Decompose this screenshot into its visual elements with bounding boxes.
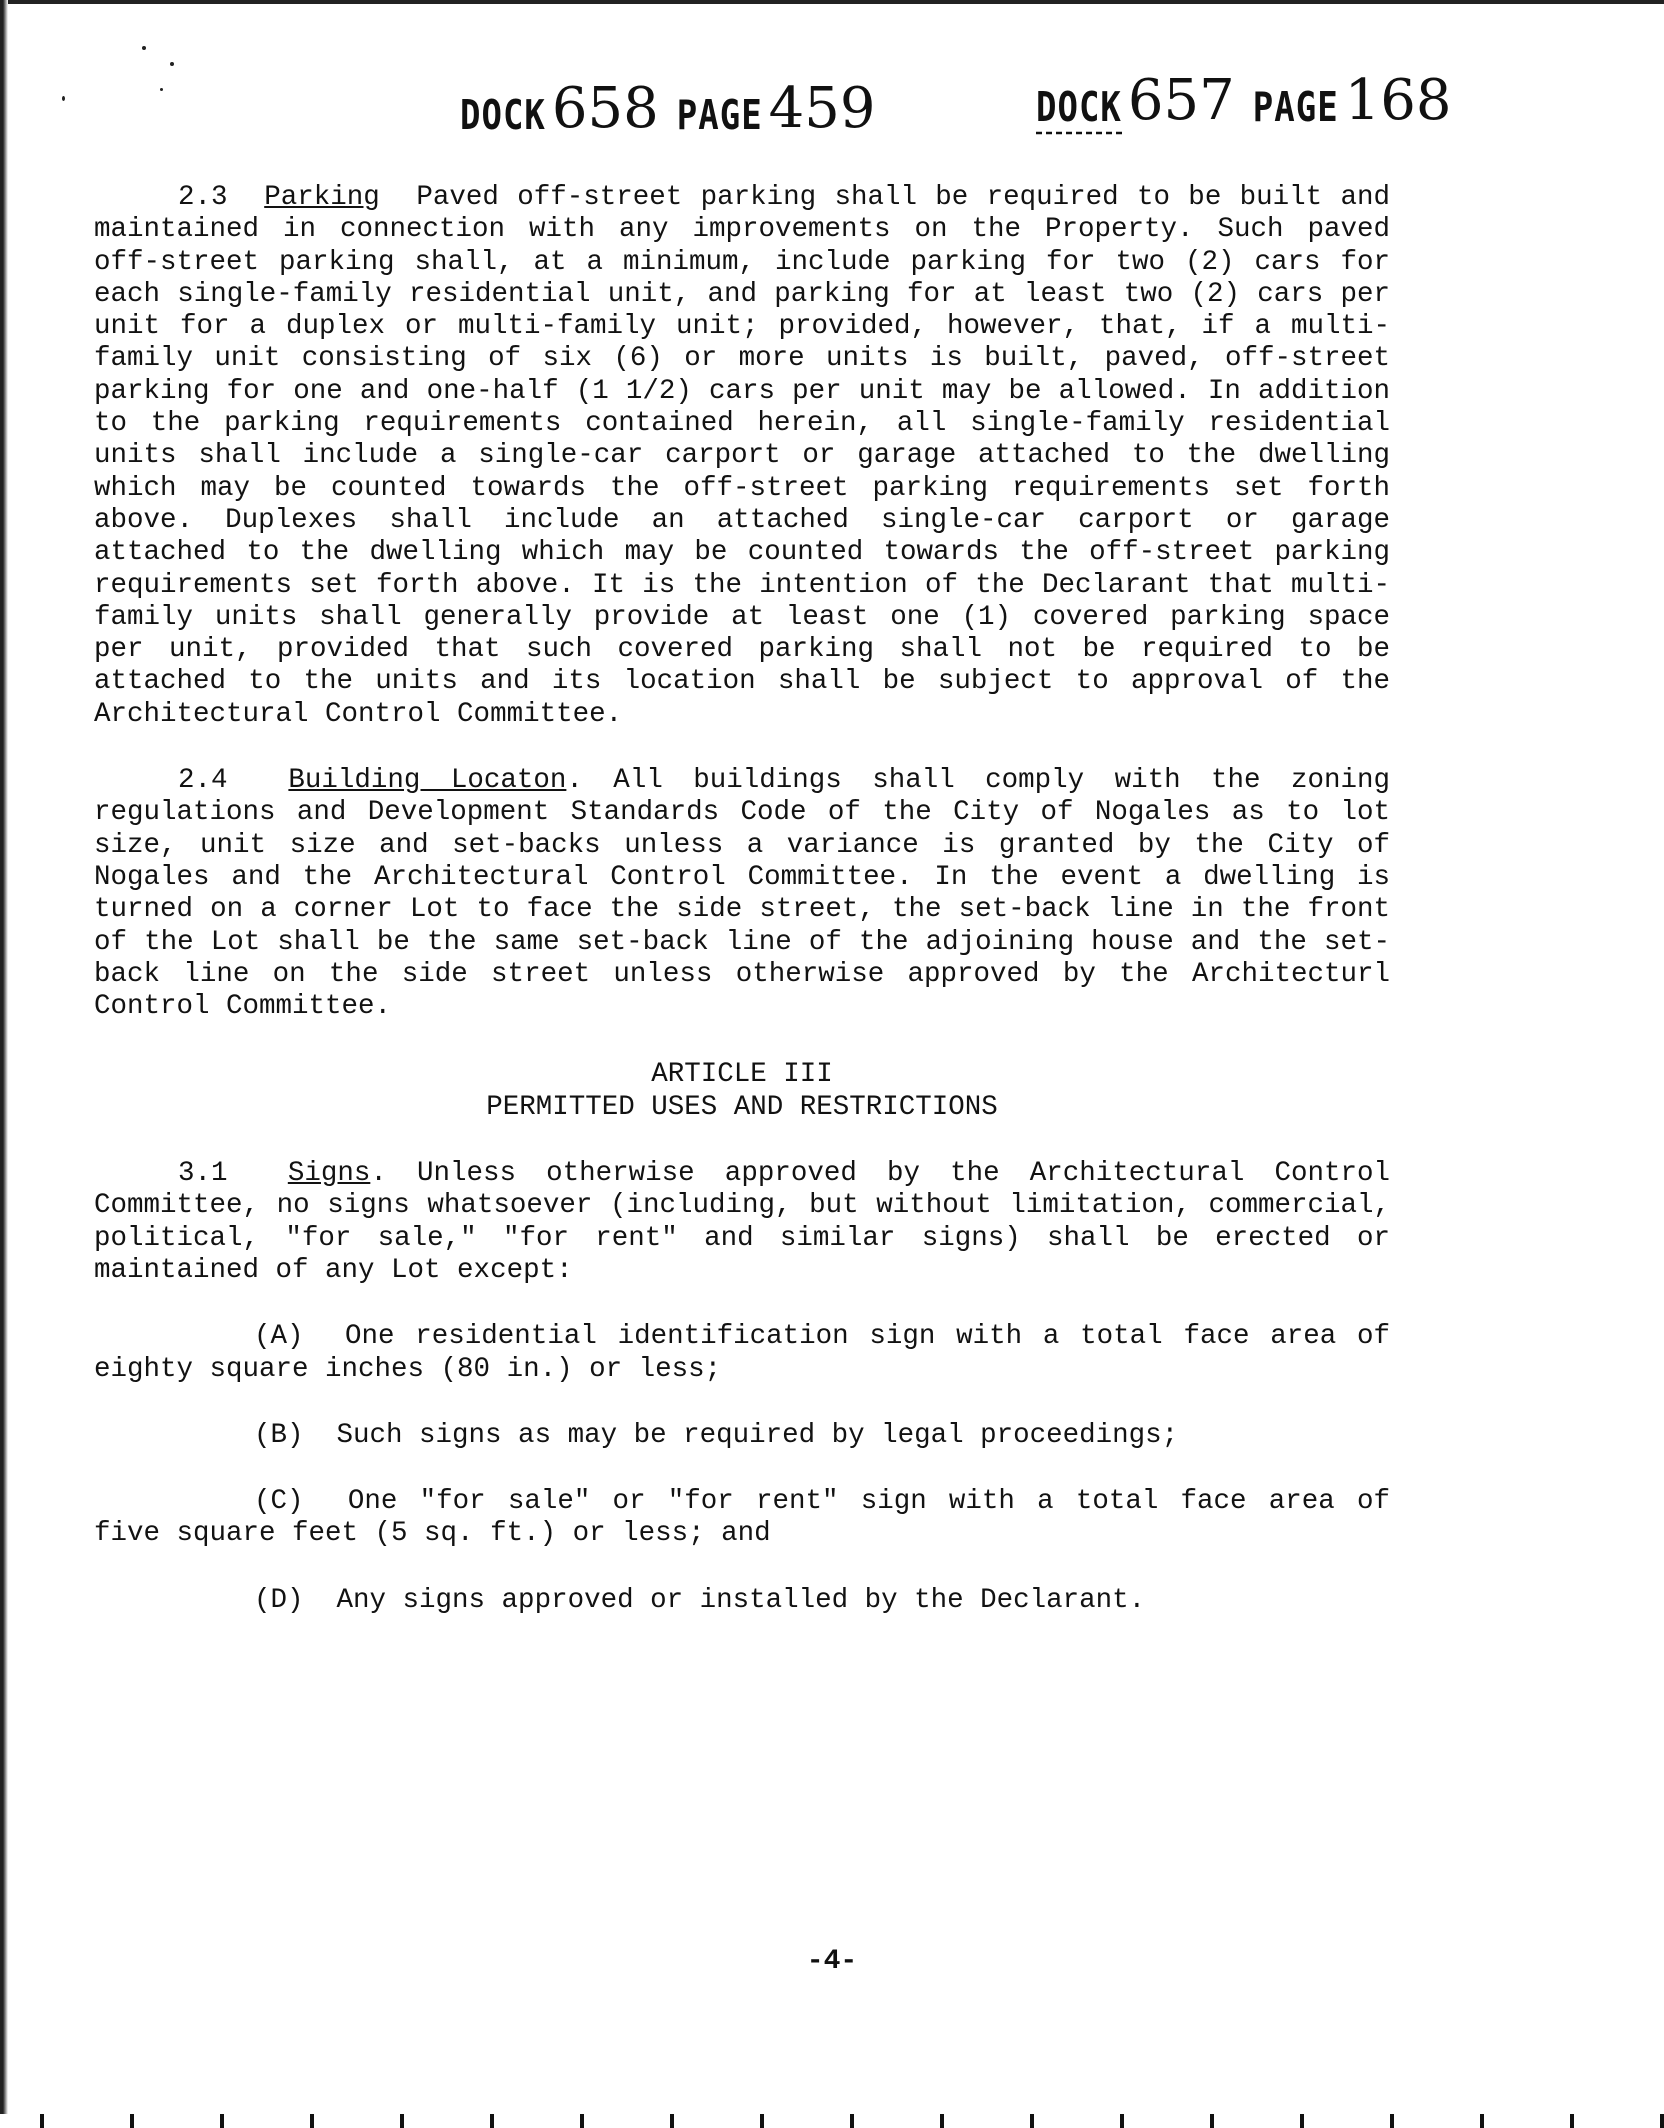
book-label: DOCK	[1036, 84, 1122, 134]
list-item	[94, 1585, 1390, 1617]
scan-speck	[62, 96, 65, 101]
scan-speck	[160, 88, 163, 91]
section-heading: Building Locaton	[288, 765, 567, 797]
item-label: (C)	[254, 1486, 304, 1518]
book-number: 657	[1127, 68, 1235, 133]
page-label: PAGE	[1252, 84, 1339, 132]
section-number: 2.3	[178, 182, 228, 213]
document-body	[94, 182, 1390, 1617]
item-text: Such signs as may be required by legal proceedings;	[336, 1419, 1179, 1451]
item-text: One "for sale" or "for rent" sign with a total face area of five square feet (5 sq. ft.) or less; and	[94, 1486, 1390, 1550]
item-text: One residential identification sign with a total face area of eighty square inches (80 in.) or less;	[94, 1321, 1390, 1385]
book-number: 658	[551, 76, 659, 141]
page-number-footer: -4-	[806, 1946, 858, 1977]
page-label: PAGE	[676, 92, 763, 140]
book-page-stamp-right	[1036, 68, 1470, 133]
list-item	[94, 1420, 1390, 1452]
item-label: (A)	[254, 1321, 304, 1353]
scan-edge-top	[0, 0, 1664, 4]
item-label: (D)	[254, 1584, 304, 1616]
article-title: ARTICLE III	[651, 1059, 833, 1091]
book-page-stamp-left	[460, 76, 894, 141]
scan-speck	[142, 46, 146, 50]
section-text: Paved off-street parking shall be required to be built and maintained in connection with any improvements on the Property. Such paved off-street parking shall, at a minimum, include parking for two (2) cars for each single-family residential unit, and parking for at least two (2) cars per unit for a duplex or multi-family unit; provided, however, that, if a multi-family unit consisting of six (6) or more units is built, paved, off-street parking for one and one-half (1 1/2) cars per unit may be allowed. In addition to the parking requirements contained herein, all single-family residential units shall include a single-car carport or garage attached to the dwelling which may be counted towards the off-street parking requirements set forth above. Duplexes shall include an attached single-car carport or garage attached to the dwelling which may be counted towards the off-street parking requirements set forth above. It is the intention of the Declarant that multi-family units shall generally provide at least one (1) covered parking space per unit, provided that such covered parking shall not be required to be attached to the units and its location shall be subject to approval of the Architectural Control Committee.	[94, 182, 1390, 730]
section-heading: Parking	[264, 182, 380, 213]
section-heading: Signs	[287, 1158, 371, 1190]
section-3-1	[94, 1158, 1390, 1287]
list-item	[94, 1321, 1390, 1386]
article-subtitle: PERMITTED USES AND RESTRICTIONS	[486, 1091, 998, 1123]
scan-edge-left	[0, 0, 8, 2128]
section-text: . All buildings shall comply with the zoning regulations and Development Standards Code of the City of Nogales as to lot size, unit size and set-backs unless a variance is granted by the City of Nogales and the Architectural Control Committee. In the event a dwelling is turned on a corner Lot to face the side street, the set-back line in the front of the Lot shall be the same set-back line of the adjoining house and the set-back line on the side street unless otherwise approved by the Architecturl Control Committee.	[94, 765, 1391, 1023]
list-item	[94, 1486, 1390, 1551]
section-2-4	[94, 765, 1390, 1023]
item-text: Any signs approved or installed by the Declarant.	[336, 1584, 1146, 1616]
page-number: 168	[1344, 68, 1452, 133]
page-number: 459	[768, 76, 876, 141]
section-number: 3.1	[178, 1158, 228, 1190]
scan-speck	[170, 62, 174, 66]
item-label: (B)	[254, 1419, 304, 1451]
section-2-3	[94, 182, 1390, 731]
section-text: . Unless otherwise approved by the Architectural Control Committee, no signs whatsoever (including, but without limitation, commercial, political, "for sale," "for rent" and similar signs) shall be erected or maintained of any Lot except:	[94, 1158, 1390, 1286]
book-label: DOCK	[460, 92, 546, 140]
section-number: 2.4	[178, 765, 228, 797]
scan-edge-bottom	[0, 2114, 1664, 2128]
